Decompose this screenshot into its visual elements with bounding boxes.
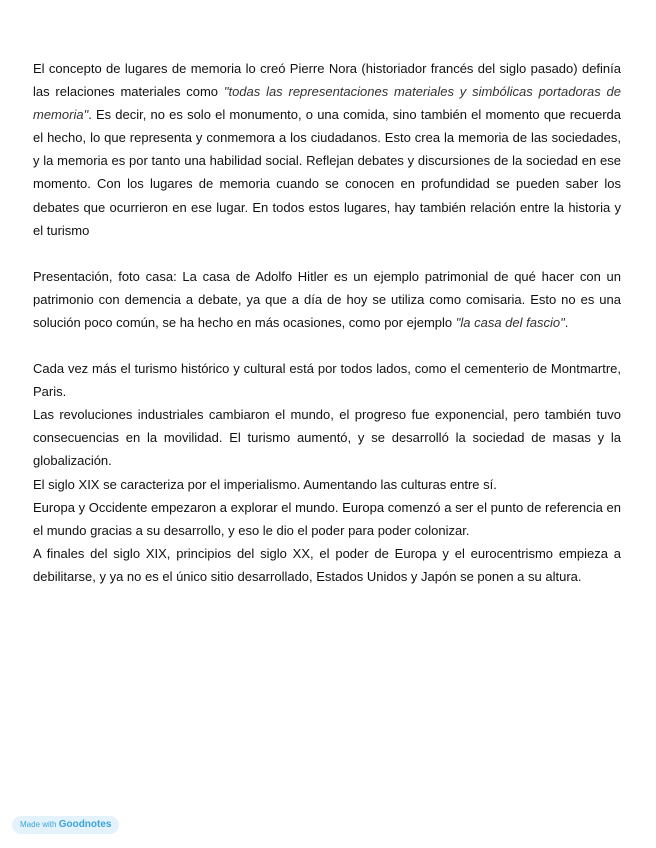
paragraph-text: El concepto de lugares de memoria lo creó Pierre Nora (historiador francés del siglo pasado) definía las relaciones materiales como bbox=[33, 61, 621, 100]
paragraph-lugares-de-memoria bbox=[33, 57, 621, 242]
goodnotes-brand: Goodnotes bbox=[58, 819, 112, 830]
paragraph-revoluciones: Las revoluciones industriales cambiaron el mundo, el progreso fue exponencial, pero también tuvo consecuencias en la movilidad. El turismo aumentó, y se desarrolló la sociedad de masas y la globalización. bbox=[33, 407, 621, 469]
paragraph-gap bbox=[33, 334, 621, 357]
paragraph-gap bbox=[33, 242, 621, 265]
paragraph-siglo-xix: El siglo XIX se caracteriza por el imperialismo. Aumentando las culturas entre sí. bbox=[33, 476, 497, 492]
paragraph-text: . Es decir, no es solo el monumento, o una comida, sino también el momento que recuerda el hecho, lo que representa y conmemora a los ciudadanos. Esto crea la memoria de las sociedades, y la memoria es por tanto una habilidad social. Reflejan debates y discursiones de la sociedad en ese momento. Con los lugares de memoria cuando se conocen en profundidad se pueden saber los debates que ocurrieron en ese lugar. En todos estos lugares, hay también relación entre la historia y el turismo bbox=[33, 107, 621, 238]
made-with-label: Made with bbox=[20, 820, 57, 829]
goodnotes-badge bbox=[12, 816, 119, 834]
paragraph-europa: Europa y Occidente empezaron a explorar el mundo. Europa comenzó a ser el punto de referencia en el mundo gracias a su desarrollo, y eso le dio el poder para poder colonizar. bbox=[33, 499, 621, 538]
quote-text: "todas las representaciones materiales y simbólicas portadoras de memoria" bbox=[33, 84, 621, 123]
paragraph-turismo: Cada vez más el turismo histórico y cultural está por todos lados, como el cementerio de Montmartre, Paris. bbox=[33, 361, 621, 400]
paragraph-text: . bbox=[564, 314, 569, 330]
paragraph-finales-siglo: A finales del siglo XIX, principios del siglo XX, el poder de Europa y el eurocentrismo empieza a debilitarse, y ya no es el único sitio desarrollado, Estados Unidos y Japón se ponen a su altura. bbox=[33, 545, 621, 584]
paragraph-text: Presentación, foto casa: La casa de Adolfo Hitler es un ejemplo patrimonial de qué hacer con un patrimonio con demencia a debate, ya que a día de hoy se utiliza como comisaria. Esto no es una solución poco común, se ha hecho en más ocasiones, como por ejemplo bbox=[33, 268, 621, 330]
quote-text: "la casa del fascio" bbox=[455, 314, 565, 330]
document-body bbox=[33, 57, 621, 588]
paragraph-casa-hitler bbox=[33, 265, 621, 334]
